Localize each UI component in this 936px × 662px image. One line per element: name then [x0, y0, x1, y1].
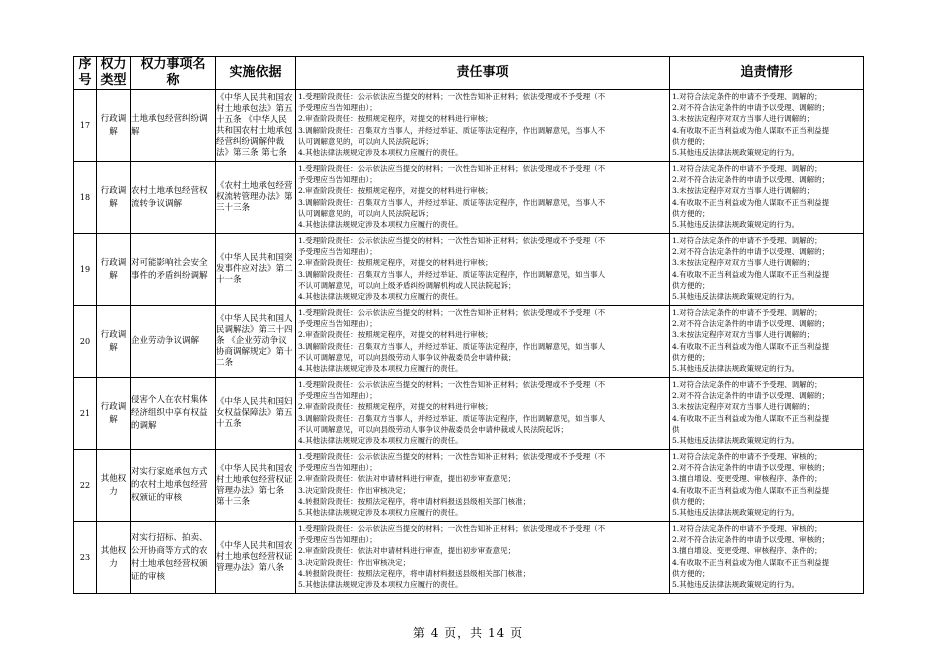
responsibility-line: 3.调解阶段责任：召集双方当事人，并经过举证、质证等法定程序，作出调解意见，如当事人 — [298, 269, 606, 279]
accountability-line: 1.对符合法定条件的申请不予受理、审核的； — [672, 452, 822, 461]
table-row — [74, 450, 864, 522]
accountability-line: 4.有收取不正当利益或为他人谋取不正当利益提 — [672, 485, 830, 495]
accountability-line: 2.对不符合法定条件的申请予以受理、调解的； — [672, 247, 830, 257]
responsibility-line: 5.其他法律法规规定涉及本项权力应履行的责任。 — [298, 580, 463, 590]
row-number: 18 — [74, 162, 97, 234]
responsibility-line: 1.受理阶段责任：公示依法应当提交的材料；一次性告知补正材料；依法受理或不予受理（不 — [298, 92, 606, 101]
legal-basis: 《中华人民共和国农村土地承包经营权证管理办法》第八条 — [216, 522, 296, 594]
accountability-line: 1.对符合法定条件的申请不予受理、调解的； — [672, 308, 822, 317]
responsibility-line: 认可调解意见的，可以向人民法院起诉； — [298, 208, 433, 218]
power-item-name: 对可能影响社会安全事件的矛盾纠纷调解 — [131, 234, 216, 306]
table-row — [74, 234, 864, 306]
responsibility-line: 3.调解阶段责任：召集双方当事人，并经过举证、质证等法定程序，作出调解意见，当事人不 — [298, 125, 606, 135]
row-number: 19 — [74, 234, 97, 306]
responsibility-line: 不认可调解意见，可以向上级矛盾纠纷调解机构或人民法院起诉； — [298, 280, 516, 290]
legal-basis: 《农村土地承包经营权流转管理办法》第三十三条 — [216, 162, 296, 234]
accountability-line: 2.对不符合法定条件的申请予以受理、审核的； — [672, 535, 830, 545]
header-name: 权力事项名 称 — [131, 57, 216, 90]
responsibility-line: 4.转报阶段责任：按照法定程序，将申请材料报送县级相关部门核准； — [298, 568, 531, 578]
table-row — [74, 90, 864, 162]
power-item-name: 对实行家庭承包方式的农村土地承包经营权颁证的审核 — [131, 450, 216, 522]
responsibility-line: 4.其他法律法规规定涉及本项权力应履行的责任。 — [298, 148, 463, 158]
power-type: 其他权力 — [97, 522, 131, 594]
accountability-line: 3.未按法定程序对双方当事人进行调解的； — [672, 402, 815, 412]
accountability-line: 1.对符合法定条件的申请不予受理、审核的； — [672, 524, 822, 533]
accountability-line: 3.未按法定程序对双方当事人进行调解的； — [672, 114, 815, 124]
accountability-line: 3.未按法定程序对双方当事人进行调解的； — [672, 330, 815, 340]
power-list-table — [73, 56, 864, 594]
accountability-line: 供 — [672, 424, 680, 434]
accountability-line: 供方便的； — [672, 280, 710, 290]
header-accountability: 追责情形 — [670, 57, 864, 90]
accountability-line: 供方便的； — [672, 352, 710, 362]
accountability-line: 2.对不符合法定条件的申请予以受理、调解的； — [672, 319, 830, 329]
responsibility-line: 2.审查阶段责任：按照规定程序，对提交的材料进行审核； — [298, 330, 493, 340]
responsibility-line: 认可调解意见的，可以向人民法院起诉； — [298, 136, 433, 146]
power-item-name: 企业劳动争议调解 — [131, 306, 216, 378]
accountability-line: 4.有收取不正当利益或为他人谋取不正当利益提 — [672, 341, 830, 351]
accountability-line: 3.擅自增设、变更受理、审核程序、条件的； — [672, 546, 822, 556]
responsibility-line: 不认可调解意见，可以向县级劳动人事争议仲裁委员会申请仲裁； — [298, 352, 516, 362]
responsibility-line: 予受理应当告知理由）； — [298, 175, 377, 185]
responsibility-line: 1.受理阶段责任：公示依法应当提交的材料；一次性告知补正材料；依法受理或不予受理（不 — [298, 164, 606, 173]
page-indicator: 第 4 页，共 14 页 — [412, 626, 524, 640]
accountability-line: 2.对不符合法定条件的申请予以受理、审核的； — [672, 463, 830, 473]
row-number: 22 — [74, 450, 97, 522]
power-type: 行政调解 — [97, 306, 131, 378]
responsibility-line: 4.其他法律法规规定涉及本项权力应履行的责任。 — [298, 436, 463, 446]
responsibility-line: 5.其他法律法规规定涉及本项权力应履行的责任。 — [298, 508, 463, 518]
responsibility-line: 2.审查阶段责任：按照规定程序，对提交的材料进行审核； — [298, 186, 493, 196]
power-item-name: 侵害个人在农村集体经济组织中享有权益的调解 — [131, 378, 216, 450]
accountability-line: 1.对符合法定条件的申请不予受理、调解的； — [672, 164, 822, 173]
table-row — [74, 378, 864, 450]
accountability-line: 1.对符合法定条件的申请不予受理、调解的； — [672, 236, 822, 245]
power-item-name: 土地承包经营纠纷调解 — [131, 90, 216, 162]
accountability-line: 5.其他违反法律法规政策规定的行为。 — [672, 436, 800, 446]
accountability-line: 5.其他违反法律法规政策规定的行为。 — [672, 508, 800, 518]
power-type: 行政调解 — [97, 162, 131, 234]
accountability-line: 4.有收取不正当利益或为他人谋取不正当利益提 — [672, 269, 830, 279]
accountability-cell — [670, 234, 864, 306]
table-body — [74, 90, 864, 594]
power-item-name: 对实行招标、拍卖、公开协商等方式的农村土地承包经营权颁证的审核 — [131, 522, 216, 594]
power-item-name: 农村土地承包经营权流转争议调解 — [131, 162, 216, 234]
responsibility-line: 予受理应当告知理由）； — [298, 535, 377, 545]
responsibility-line: 3.调解阶段责任：召集双方当事人，并经过举证、质证等法定程序，作出调解意见，当事人不 — [298, 197, 606, 207]
header-row — [74, 57, 864, 90]
accountability-cell — [670, 450, 864, 522]
legal-basis: 《中华人民共和国人民调解法》第三十四条 《企业劳动争议协商调解规定》第十二条 — [216, 306, 296, 378]
accountability-line: 5.其他违反法律法规政策规定的行为。 — [672, 220, 800, 230]
legal-basis: 《中华人民共和国农村土地承包法》第五十五条 《中华人民共和国农村土地承包经营纠纷调解仲裁法》第三条 第七条 — [216, 90, 296, 162]
accountability-line: 5.其他违反法律法规政策规定的行为。 — [672, 580, 800, 590]
power-type: 其他权力 — [97, 450, 131, 522]
responsibility-line: 4.其他法律法规规定涉及本项权力应履行的责任。 — [298, 292, 463, 302]
power-type: 行政调解 — [97, 90, 131, 162]
accountability-line: 4.有收取不正当利益或为他人谋取不正当利益提 — [672, 557, 830, 567]
responsibility-cell — [296, 90, 670, 162]
responsibility-line: 4.其他法律法规规定涉及本项权力应履行的责任。 — [298, 220, 463, 230]
accountability-line: 3.未按法定程序对双方当事人进行调解的； — [672, 258, 815, 268]
accountability-line: 5.其他违反法律法规政策规定的行为。 — [672, 364, 800, 374]
accountability-line: 2.对不符合法定条件的申请予以受理、调解的； — [672, 391, 830, 401]
header-no: 序号 — [74, 57, 97, 90]
accountability-cell — [670, 90, 864, 162]
power-type: 行政调解 — [97, 234, 131, 306]
accountability-cell — [670, 162, 864, 234]
accountability-line: 1.对符合法定条件的申请不予受理、调解的； — [672, 92, 822, 101]
responsibility-cell — [296, 162, 670, 234]
power-type: 行政调解 — [97, 378, 131, 450]
header-type: 权力类型 — [97, 57, 131, 90]
responsibility-cell — [296, 234, 670, 306]
responsibility-line: 3.决定阶段责任：作出审核决定； — [298, 557, 411, 567]
responsibility-line: 予受理应当告知理由）； — [298, 463, 377, 473]
accountability-cell — [670, 522, 864, 594]
accountability-line: 3.擅自增设、变更受理、审核程序、条件的； — [672, 474, 822, 484]
accountability-line: 3.未按法定程序对双方当事人进行调解的； — [672, 186, 815, 196]
responsibility-line: 2.审查阶段责任：依法对申请材料进行审查，提出初步审查意见； — [298, 546, 516, 556]
row-number: 17 — [74, 90, 97, 162]
accountability-line: 5.其他违反法律法规政策规定的行为。 — [672, 292, 800, 302]
responsibility-line: 1.受理阶段责任：公示依法应当提交的材料；一次性告知补正材料；依法受理或不予受理（不 — [298, 308, 606, 317]
responsibility-line: 予受理应当告知理由）； — [298, 103, 377, 113]
responsibility-line: 1.受理阶段责任：公示依法应当提交的材料；一次性告知补正材料；依法受理或不予受理（不 — [298, 524, 606, 533]
legal-basis: 《中华人民共和国妇女权益保障法》第五十五条 — [216, 378, 296, 450]
responsibility-line: 2.审查阶段责任：按照规定程序，对提交的材料进行审核； — [298, 258, 493, 268]
responsibility-cell — [296, 450, 670, 522]
responsibility-line: 1.受理阶段责任：公示依法应当提交的材料；一次性告知补正材料；依法受理或不予受理（不 — [298, 380, 606, 389]
row-number: 23 — [74, 522, 97, 594]
responsibility-line: 3.调解阶段责任：召集双方当事人，并经过举证、质证等法定程序，作出调解意见，如当事人 — [298, 413, 606, 423]
header-responsibility: 责任事项 — [296, 57, 670, 90]
responsibility-line: 3.决定阶段责任：作出审核决定； — [298, 485, 411, 495]
row-number: 21 — [74, 378, 97, 450]
legal-basis: 《中华人民共和国农村土地承包经营权证管理办法》第七条 第十三条 — [216, 450, 296, 522]
responsibility-line: 予受理应当告知理由）； — [298, 319, 377, 329]
accountability-line: 4.有收取不正当利益或为他人谋取不正当利益提 — [672, 197, 830, 207]
responsibility-line: 1.受理阶段责任：公示依法应当提交的材料；一次性告知补正材料；依法受理或不予受理（不 — [298, 452, 606, 461]
table-row — [74, 306, 864, 378]
accountability-line: 2.对不符合法定条件的申请予以受理、调解的； — [672, 103, 830, 113]
responsibility-line: 4.其他法律法规规定涉及本项权力应履行的责任。 — [298, 364, 463, 374]
accountability-cell — [670, 378, 864, 450]
table-row — [74, 522, 864, 594]
responsibility-line: 不认可调解意见，可以向县级劳动人事争议仲裁委员会申请仲裁或人民法院起诉； — [298, 424, 568, 434]
responsibility-line: 予受理应当告知理由）； — [298, 247, 377, 257]
responsibility-line: 4.转报阶段责任：按照法定程序，将申请材料报送县级相关部门核准； — [298, 496, 531, 506]
table-row — [74, 162, 864, 234]
responsibility-line: 3.调解阶段责任：召集双方当事人，并经过举证、质证等法定程序，作出调解意见，如当事人 — [298, 341, 606, 351]
accountability-line: 2.对不符合法定条件的申请予以受理、调解的； — [672, 175, 830, 185]
row-number: 20 — [74, 306, 97, 378]
responsibility-line: 予受理应当告知理由）； — [298, 391, 377, 401]
legal-basis: 《中华人民共和国突发事件应对法》第二十一条 — [216, 234, 296, 306]
accountability-line: 4.有收取不正当利益或为他人谋取不正当利益提 — [672, 413, 830, 423]
accountability-line: 供方便的； — [672, 568, 710, 578]
accountability-line: 供方便的； — [672, 208, 710, 218]
responsibility-line: 2.审查阶段责任：按照规定程序，对提交的材料进行审核； — [298, 114, 493, 124]
accountability-line: 供方便的； — [672, 136, 710, 146]
responsibility-line: 1.受理阶段责任：公示依法应当提交的材料；一次性告知补正材料；依法受理或不予受理（不 — [298, 236, 606, 245]
accountability-line: 供方便的； — [672, 496, 710, 506]
accountability-line: 1.对符合法定条件的申请不予受理、调解的； — [672, 380, 822, 389]
responsibility-cell — [296, 378, 670, 450]
responsibility-cell — [296, 306, 670, 378]
responsibility-line: 2.审查阶段责任：依法对申请材料进行审查，提出初步审查意见； — [298, 474, 516, 484]
responsibility-line: 2.审查阶段责任：按照规定程序，对提交的材料进行审核； — [298, 402, 493, 412]
accountability-cell — [670, 306, 864, 378]
responsibility-cell — [296, 522, 670, 594]
accountability-line: 5.其他违反法律法规政策规定的行为。 — [672, 148, 800, 158]
accountability-line: 4.有收取不正当利益或为他人谋取不正当利益提 — [672, 125, 830, 135]
header-basis: 实施依据 — [216, 57, 296, 90]
